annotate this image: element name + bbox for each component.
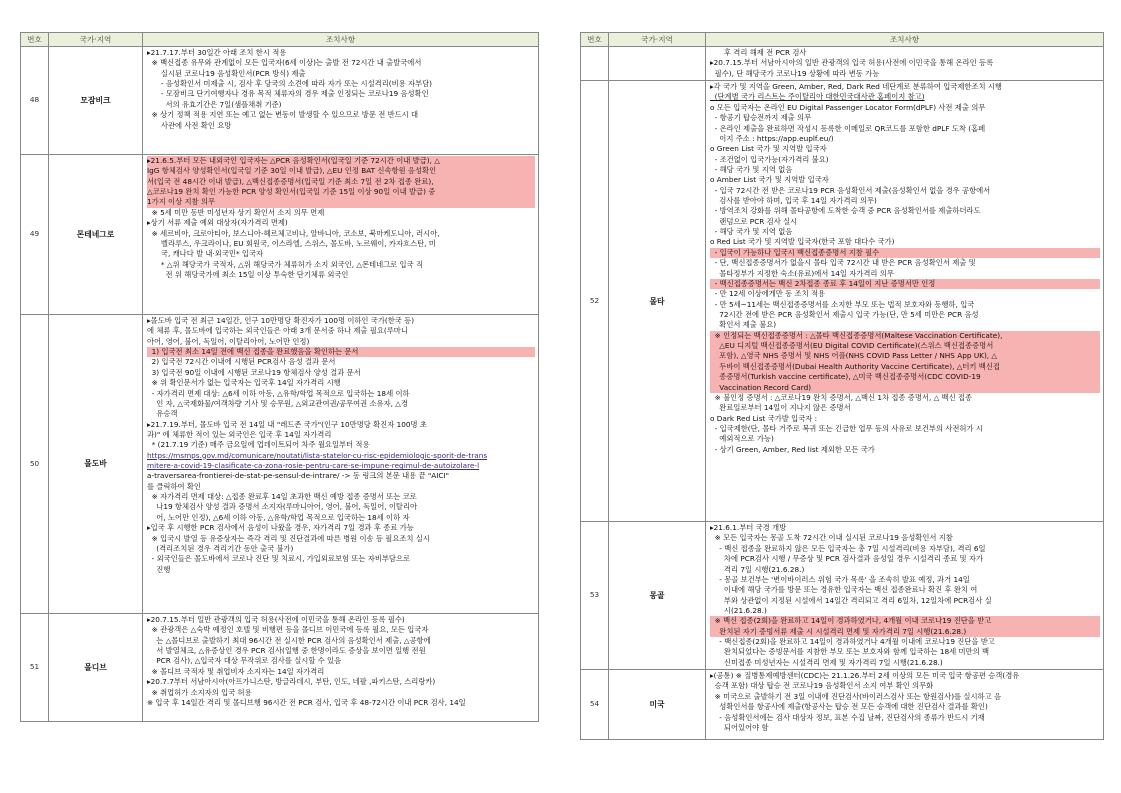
- measure-line: ※ 상기 정책 적용 지연 또는 예고 없는 변동이 발생할 수 있으므로 방문 전 반드시 대: [147, 110, 419, 120]
- measure-line: 필수), 단 해당국가 코로나19 상황에 따라 변동 가능: [710, 68, 880, 78]
- measure-line: ※ 자가격리 면제 대상: △접종 완료후 14일 초과한 백신 예방 접종 증명서 또는 코로: [147, 492, 417, 502]
- left-page: [20, 32, 539, 722]
- measure-line: 신미접종 미성년자는 시설격리 면제 및 자가격리 7일 시행(21.6.28.): [710, 657, 943, 667]
- measure-line: o Red List 국가 및 지역발 입국자(한국 포함 대다수 국가): [710, 237, 895, 247]
- measure-line: 나19 항체검사 양성 결과 증명서 소지자(루마니아어, 영어, 불어, 독일어, 이탈리아: [147, 502, 418, 512]
- row-number: 53: [581, 522, 609, 670]
- measure-line: 완치된 자기 증빙서류 제출 시 시설격리 면제 및 자가격리 7일 시행(21.6.28.): [710, 627, 1100, 637]
- measure-line: 완치되었다는 증빙문서를 지참한 부모 또는 보호자와 함께 입국하는 18세 미만의 백: [710, 647, 990, 657]
- measures-cell: [706, 670, 1104, 740]
- link-text[interactable]: https://msmps.gov.md/comunicare/noutati/lista-statelor-cu-risc-epidemiologic-sporit-de-trans: [147, 450, 488, 460]
- measure-line: Vaccination Record Card): [710, 383, 1100, 393]
- measure-line: (격리조치된 경우 격리기간 동안 출국 불가): [147, 543, 294, 553]
- measure-line: ※ 미국으로 출발하기 전 3일 이내에 진단검사(바이러스검사 또는 항원검사)를 실시하고 음: [710, 691, 1001, 701]
- header-country: 국가·지역: [609, 33, 706, 47]
- header-measures: 조치사항: [143, 33, 539, 47]
- measure-line: o 모든 입국자는 온라인 EU Digital Passenger Locator Form(dPLF) 사전 제출 의무: [710, 102, 986, 112]
- measure-line: 는 △몰디브로 출발하기 최대 96시간 전 실시한 PCR 검사의 음성확인서 제출, △공항에: [147, 635, 431, 645]
- measure-line: 벨라루스, 우크라이나, EU 회원국, 이스라엘, 스위스, 몰도바, 노르웨이, 카자흐스탄, 미: [147, 238, 436, 248]
- measure-line: - 입국이 가능하나 입국시 백신접종증명서 지참 필수: [710, 248, 1100, 258]
- measure-line: - 상기 Green, Amber, Red list 제외한 모든 국가: [710, 444, 875, 454]
- measure-line: ▸20.7.15.부터 일반 관광객의 입국 허용(사전에 이민국을 통해 온라인 등록 필수): [147, 615, 405, 624]
- measure-line: - 조건없이 입국가능(자가격리 불요): [710, 154, 829, 164]
- measure-line: 되어있어야 함: [710, 722, 769, 732]
- measure-line: 종증명서(Turkish vaccine certificate), △미국 백신접종증명서(CDC COVID-19: [710, 372, 1100, 382]
- measure-line: 두바이 백신접종증명서(Dubai Health Authority Vaccine Certificate), △터키 백신접: [710, 362, 1100, 372]
- measure-line: ※ 불인정 증명서 : △코로나19 완치 증명서, △백신 1차 접종 증명서, △ 백신 접종: [710, 392, 973, 402]
- measure-line: 2) 입국전 72시간 이내에 시행된 PCR검사 음성 결과 문서: [147, 357, 336, 367]
- measure-line: - 자가격리 면제 대상: △6세 이하 아동, △유학/학업 목적으로 입국하는 18세 이하: [147, 388, 410, 398]
- measure-line: 전 위 해당국가에 최소 15일 이상 투숙한 단기체류 외국인: [147, 269, 349, 279]
- table-row: [21, 614, 539, 722]
- measure-line: - 모잠비크 단기여행자나 경유 목적 체류자의 경우 제출 인정되는 코로나19 음성확인: [147, 89, 429, 99]
- measure-line: - 입국 72시간 전 받은 코로나19 PCR 음성확인서 제출(음성확인서 없을 경우 공항에서: [710, 185, 991, 195]
- country-name: 몽골: [609, 522, 706, 670]
- measure-line: 1) 입국전 최소 14일 전에 백신 접종을 완료했음을 확인하는 문서: [147, 347, 535, 357]
- country-name: [609, 47, 706, 81]
- measure-line: ▸입국 후 시행한 PCR 검사에서 음성이 나왔을 경우, 자가격리 7일 경과 후 종료 가능: [147, 523, 414, 533]
- measure-line: 후 격리 해제 전 PCR 검사: [710, 48, 807, 57]
- row-number: 49: [21, 155, 49, 315]
- measure-line: ▸20.7.15.부터 서남아시아의 일반 관광객의 입국 허용(사전에 이민국을 통해 온라인 등록: [710, 58, 994, 68]
- measure-line: 72시간 전에 받은 PCR 음성확인서 제출시 입국 가능(단, 만 5세 미만은 PCR 음성: [710, 309, 979, 319]
- measure-line: ▸21.6.1.부터 국경 개방: [710, 523, 787, 533]
- measures-cell: [143, 614, 539, 722]
- measure-line: 국, 캐나다 발 내·외국민* 입국자: [147, 249, 264, 259]
- row-number: 52: [581, 81, 609, 522]
- measure-line: - 외국인들은 몰도바에서 코로나 진단 및 치료시, 가입외료보험 또는 자비부담으로: [147, 554, 411, 564]
- measure-line: 예외적으로 가능): [710, 434, 774, 444]
- measure-line: 서의 유효기간은 7일(샘플채취 기준): [147, 99, 282, 109]
- measure-line: - 항공기 탑승전까지 제출 의무: [710, 113, 812, 123]
- measure-line: 서(입국 전 48시간 이내 발급), △백신접종증명서(입국일 기준 최소 7일 전 2차 접종 완료),: [147, 177, 535, 187]
- measure-line: - 백신접종증명서는 백신 2차접종 종료 후 14일이 지난 증명서만 인정: [710, 279, 1100, 289]
- measure-line: ▸21.7.19.부터, 몰도바 입국 전 14일 내 "레드존 국가"(인구 10만명당 확진자 100명 초: [147, 419, 427, 429]
- link-text[interactable]: mitere-a-covid-19-clasificate-ca-zona-rosie-pentru-care-se-impune-regimul-de-autoizolare-l: [147, 461, 480, 471]
- measure-line: PCR 검사), △입국자 대상 무작위로 검사를 실시할 수 있음: [147, 656, 342, 666]
- measure-line: 아어, 영어, 불어, 독일어, 이탈리아어, 노어만 인정): [147, 336, 310, 346]
- measures-cell: [143, 315, 539, 614]
- measure-line: 부와 상관없이 지정된 시설에서 14일간 격리되고 격리 6일차, 12일차에 PCR검사 실: [710, 595, 992, 605]
- measure-line: 이지 주소 : https://app.euplf.eu/): [710, 133, 834, 143]
- measure-line: ▸각 국가 및 지역을 Green, Amber, Red, Dark Red 네단계로 분류하여 입국제한조치 시행: [710, 82, 1002, 92]
- measure-line: - 만 5세~11세는 백신접종증명서를 소지한 부모 또는 법적 보호자와 동행하, 입국: [710, 299, 975, 309]
- measure-line: 를 클릭하여 확인: [147, 481, 201, 491]
- table-row: [21, 47, 539, 155]
- table-row: [581, 670, 1104, 740]
- row-number: [581, 47, 609, 81]
- measure-line: 인 자, △국제화물/여객차량 기사 및 승무원, △외교관여권/공무여권 소유자, △경: [147, 398, 408, 408]
- measure-line: - 해당 국가 및 지역 없음: [710, 227, 793, 237]
- measure-line: 포함), △영국 NHS 증명서 및 NHS 어플(NHS COVID Pass Letter / NHS App UK), △: [710, 351, 1100, 361]
- measure-line: 랜덤으로 PCR 검사 실시: [710, 216, 798, 226]
- measure-line: - 백신 접종을 완료하지 않은 모든 입국자는 총 7일 시설격리(비용 자부담), 격리 6일: [710, 543, 986, 553]
- measure-line: - 음성확인서 미제출 시, 검사 후 당국의 소견에 따라 자가 또는 시설격리(비용 자부담): [147, 79, 433, 89]
- measure-line: 사관에 사전 확인 요망: [147, 120, 232, 130]
- measure-line: - 온라인 제출을 완료하면 작성시 등록한 이메일로 QR코드를 포함한 dPLF 도착 (홈페: [710, 123, 986, 133]
- measure-line: 성확인서를 항공사에 제출(항공사는 탑승 전 모든 승객에 대한 진단검사 결과를 확인): [710, 702, 988, 712]
- country-name: 몬테네그로: [49, 155, 143, 315]
- table-row: [581, 81, 1104, 522]
- measure-line: - 입국제한(단, 몰타 거주로 복귀 또는 긴급한 업무 등의 사유로 보건부의 사전허가 시: [710, 423, 983, 433]
- measure-line: ▸(공통) ※ 질병통제예방센터(CDC)는 21.1.26.부터 2세 이상의 모든 미국 입국 항공편 승객(경유: [710, 671, 1020, 681]
- measure-line: ※ 취업허가 소지자의 입국 허용: [147, 687, 252, 697]
- country-name: 미국: [609, 670, 706, 740]
- header-country: 국가·지역: [49, 33, 143, 47]
- row-number: 50: [21, 315, 49, 614]
- measure-line: - 단, 백신접종증명서가 없을시 몰타 입국 72시간 내 받은 PCR 음성확인서 제출 및: [710, 258, 976, 268]
- measure-line: ▸상기 서류 제출 예외 대상자(자가격리 면제): [147, 218, 288, 228]
- country-name: 모잠비크: [49, 47, 143, 155]
- measure-line: ※ 모든 입국자는 몽골 도착 72시간 이내 실시된 코로나19 음성확인서 지참: [710, 533, 953, 543]
- header-no: 번호: [21, 33, 49, 47]
- country-name: 몰도바: [49, 315, 143, 614]
- measure-line: ※ 세르비아, 크로아티아, 보스니아-헤르체고비나, 알바니아, 코소보, 북마케도니아, 러시아,: [147, 228, 440, 238]
- measure-line: 실시된 코로나19 음성확인서(PCR 방식) 제출: [147, 68, 306, 78]
- right-table: [580, 32, 1104, 740]
- measure-line: ※ 입국 후 14일간 격리 및 몰디브행 96시간 전 PCR 검사, 입국 후 48-72시간 이내 PCR 검사, 14일: [147, 697, 466, 707]
- measure-line: ※ 백신접종 유무와 관계없이 모든 입국자(6세 이상)는 출발 전 72시간 내 출발국에서: [147, 58, 422, 68]
- measure-line: o Amber List 국가 및 지역발 입국자: [710, 175, 829, 185]
- row-number: 54: [581, 670, 609, 740]
- measure-line: 이내에 해당 국가를 방문 또는 경유한 입국자는 백신 접종완료나 확진 후 완치 여: [710, 585, 978, 595]
- measure-line: IgG 항체검사 양성확인서(입국일 기준 30일 이내 발급), △EU 인정 BAT 신속항원 음성확인: [147, 166, 535, 176]
- measure-line: 3) 입국전 90일 이내에 시행된 코로나19 항체검사 양성 결과 문서: [147, 367, 361, 377]
- measure-line: 완료일로부터 14일이 지나지 않은 증명서: [710, 403, 851, 413]
- row-number: 51: [21, 614, 49, 722]
- measure-line: △EU 디지털 백신접종증명서(EU Digital COVID Certificate)(스위스 백신접종증명서: [710, 341, 1100, 351]
- measure-line: 확인서 제출 불요): [710, 320, 777, 330]
- measure-line: ▸몰도바 입국 전 최근 14일간, 인구 10만명당 확진자가 100명 이하인 국가(한국 등): [147, 316, 415, 325]
- measure-line: 에 체류 후, 몰도바에 입국하는 외국인들은 아래 3개 문서중 하나 제출 필요(루마니: [147, 326, 408, 336]
- measures-cell: [706, 522, 1104, 670]
- measure-line: 서 발열체크, △유증상인 경우 PCR 검사(일행 중 한명이라도 증상을 보이면 일행 전원: [147, 646, 426, 656]
- left-table: [20, 32, 539, 722]
- measure-line: 과)" 에 체류한 적이 있는 외국인은 입국 후 14일 자가격리: [147, 429, 332, 439]
- measure-line: 몰타정부가 지정한 숙소(유료)에서 14일 자가격리 의무: [710, 268, 894, 278]
- right-page: [580, 32, 1104, 740]
- measure-line: ▸21.6.5.부터 모든 내외국인 입국자는 △PCR 음성확인서(입국일 기준 72시간 이내 발급), △: [147, 156, 535, 166]
- table-row: [581, 522, 1104, 670]
- measures-cell: [143, 47, 539, 155]
- measure-line: ※ 입국시 발열 등 유증상자는 즉각 격리 및 진단결과에 따른 병원 이송 등 필요조치 실시: [147, 533, 430, 543]
- measure-line: - 만 12세 이상에게만 동 조치 적용: [710, 289, 826, 299]
- measure-line: ▸20.7.7부터 서남아시아(아프가니스탄, 방글라데시, 부탄, 인도, 네팔 ,파키스탄, 스리랑카): [147, 677, 436, 687]
- measure-line: ※ 몰디브 국적자 및 취업비자 소지자는 14일 자가격리: [147, 666, 325, 676]
- measure-line: 시(21.6.28.): [710, 605, 767, 615]
- measure-line: (단계별 국가 리스트는 주이탈리아 대한민국대사관 홈페이지 참고): [710, 92, 925, 102]
- measure-line: - 방역조치 강화를 위해 몰타공항에 도착한 승객 중 PCR 음성확인서를 제출하더라도: [710, 206, 981, 216]
- header-measures: 조치사항: [706, 33, 1104, 47]
- table-row: [21, 315, 539, 614]
- left-header-row: [21, 33, 539, 47]
- measure-line: * (21.7.19 기준) 매주 금요일에 업데이트되어 차주 월요일부터 적용: [147, 440, 370, 450]
- measures-cell: [143, 155, 539, 315]
- measure-line: o Green List 국가 및 지역발 입국자: [710, 144, 827, 154]
- table-row: [581, 47, 1104, 81]
- row-number: 48: [21, 47, 49, 155]
- country-name: 몰타: [609, 81, 706, 522]
- right-header-row: [581, 33, 1104, 47]
- measure-line: ※ 인정되는 백신접종증명서 : △몰타 백신접종증명서(Maltese Vaccination Certificate),: [710, 331, 1100, 341]
- measure-line: ※ 관광객은 △숙박 예정인 호텔 및 비행편 등을 몰디브 이민국에 등록 필요, 모든 입국자: [147, 625, 429, 635]
- measure-line: a-traversarea-frontierei-de-stat-pe-sensul-de-intrare/ -> 동 링크의 본문 내용 끝 "AICI": [147, 471, 450, 481]
- table-row: [21, 155, 539, 315]
- measure-line: * △위 해당국가 국적자, △위 해당국가 체류허가 소지 외국인, △몬테네그로 입국 직: [147, 259, 424, 269]
- measure-line: 1가지 이상 지참 의무: [147, 197, 535, 207]
- measure-line: - 해당 국가 및 지역 없음: [710, 164, 793, 174]
- measure-line: 유승객: [147, 409, 178, 419]
- measure-line: ▸21.7.17.부터 30일간 아래 조치 한시 적용: [147, 48, 287, 57]
- header-no: 번호: [581, 33, 609, 47]
- measure-line: 진행: [147, 564, 171, 574]
- measure-line: 차에 PCR검사 시행 / 무증상 및 PCR 검사결과 음성일 경우 시설격리 종료 및 자가: [710, 554, 984, 564]
- measure-line: 검사를 받아야 하며, 입국 후 14일 자가격리 의무): [710, 196, 877, 206]
- measure-line: 승객 포함) 대상 탑승 전 코로나19 음성확인서 소지 여부 확인 의무화: [710, 681, 934, 691]
- measure-line: △코로나19 완치 확인 가능한 PCR 양성 확인서(입국일 기준 15일 이상 90일 이내 발급) 중: [147, 187, 535, 197]
- measure-line: - 백신접종(2회)을 완료하고 14일이 경과하였거나 4개월 이내에 코로나19 진단을 받고: [710, 637, 995, 647]
- measure-line: 어, 노어만 인정), △6세 이하 아동, △유학/학업 목적으로 입국하는 18세 이하 자: [147, 512, 410, 522]
- measure-line: o Dark Red List 국가발 입국자 :: [710, 413, 818, 423]
- country-name: 몰디브: [49, 614, 143, 722]
- measure-line: ※ 5세 미만 동반 미성년자 상기 확인서 소지 의무 면제: [147, 207, 325, 217]
- measures-cell: [706, 47, 1104, 81]
- measure-line: 격리 7일 시행(21.6.28.): [710, 564, 805, 574]
- measures-cell: [706, 81, 1104, 522]
- measure-line: - 음성확인서에는 검사 대상자 정보, 표본 수집 날짜, 진단검사의 종류가 반드시 기재: [710, 712, 985, 722]
- measure-line: - 몽골 보건부는 '변이바이러스 위험 국가 목록' 을 조속히 발표 예정, 과거 14일: [710, 574, 970, 584]
- measure-line: ※ 위 확인문서가 없는 입국자는 입국후 14일 자가격리 시행: [147, 378, 341, 388]
- measure-line: ※ 백신 접종(2회)을 완료하고 14일이 경과하였거나, 4개월 이내 코로나19 진단을 받고: [710, 616, 1100, 626]
